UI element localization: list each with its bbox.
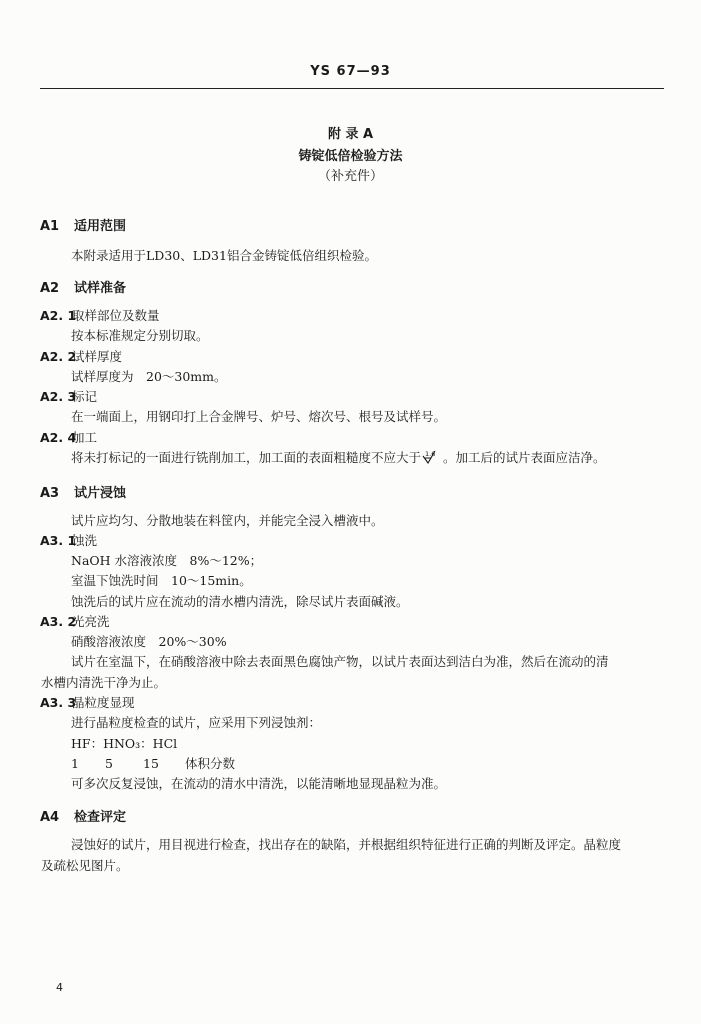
subsection-a23-text: 在一端面上，用钢印打上合金牌号、炉号、熔次号、根号及试样号。 bbox=[71, 409, 447, 424]
appendix-label: 附 录 A bbox=[327, 127, 374, 142]
ratio-hcl: 15 bbox=[143, 756, 159, 771]
subsection-a22-heading bbox=[40, 347, 122, 365]
appendix-title: 铸锭低倍检验方法 bbox=[298, 149, 403, 164]
subsection-number: A3. 3 bbox=[40, 695, 77, 710]
ratio-hf: 1 bbox=[71, 756, 79, 771]
ratio-hno3: 5 bbox=[105, 756, 113, 771]
subsection-title: 取样部位及数量 bbox=[72, 308, 160, 323]
section-title: 检查评定 bbox=[74, 810, 127, 825]
a32-line-1: 硝酸溶液浓度 20%～30% bbox=[71, 634, 227, 649]
a32-line-3: 水槽内清洗干净为止。 bbox=[41, 675, 167, 690]
a33-line-4: 可多次反复浸蚀，在流动的清水中清洗，以能清晰地显现晶粒为准。 bbox=[71, 776, 447, 791]
etchant-ratio bbox=[71, 754, 235, 772]
surface-roughness-symbol-icon bbox=[421, 450, 443, 464]
section-title: 适用范围 bbox=[74, 219, 127, 234]
subsection-a21-text: 按本标准规定分别切取。 bbox=[71, 328, 209, 343]
subsection-a31-heading bbox=[40, 531, 97, 549]
etchant-formula: HF：HNO₃：HCl bbox=[71, 736, 178, 751]
subsection-a24-text bbox=[71, 448, 606, 466]
section-a1-text: 本附录适用于LD30、LD31铝合金铸锭低倍组织检验。 bbox=[71, 248, 377, 263]
a31-line-2: 室温下蚀洗时间 10～15min。 bbox=[71, 573, 252, 588]
section-a2-heading bbox=[40, 277, 126, 296]
subsection-a21-heading bbox=[40, 306, 160, 324]
section-a3-intro: 试片应均匀、分散地装在料筐内，并能完全浸入槽液中。 bbox=[71, 513, 384, 528]
appendix-subtitle: （补充件） bbox=[317, 169, 383, 184]
subsection-number: A2. 4 bbox=[40, 430, 77, 445]
section-number: A4 bbox=[40, 810, 60, 825]
a32-line-2: 试片在室温下，在硝酸溶液中除去表面黑色腐蚀产物，以试片表面达到洁白为准，然后在流动的清 bbox=[71, 654, 609, 669]
section-number: A2 bbox=[40, 281, 60, 296]
subsection-number: A3. 2 bbox=[40, 614, 77, 629]
section-a4-heading bbox=[40, 806, 126, 825]
section-number: A1 bbox=[40, 219, 60, 234]
subsection-title: 标记 bbox=[72, 389, 98, 404]
a31-line-1: NaOH 水溶液浓度 8%～12%； bbox=[71, 553, 263, 568]
a31-line-3: 蚀洗后的试片应在流动的清水槽内清洗，除尽试片表面碱液。 bbox=[71, 594, 409, 609]
page-number: 4 bbox=[56, 981, 63, 994]
standard-code-header: YS 67—93 bbox=[310, 64, 391, 79]
subsection-number: A3. 1 bbox=[40, 533, 77, 548]
subsection-number: A2. 1 bbox=[40, 308, 77, 323]
header-rule bbox=[40, 88, 664, 89]
subsection-a23-heading bbox=[40, 387, 97, 405]
section-a3-heading bbox=[40, 482, 126, 501]
subsection-a33-heading bbox=[40, 693, 135, 711]
text-segment: 将未打标记的一面进行铣削加工，加工面的表面粗糙度不应大于 bbox=[71, 450, 422, 465]
subsection-number: A2. 2 bbox=[40, 349, 77, 364]
subsection-a32-heading bbox=[40, 612, 110, 630]
text-segment: 。加工后的试片表面应洁净。 bbox=[443, 450, 606, 465]
subsection-title: 晶粒度显现 bbox=[72, 695, 135, 710]
subsection-title: 蚀洗 bbox=[72, 533, 98, 548]
subsection-title: 加工 bbox=[72, 430, 98, 445]
subsection-title: 试样厚度 bbox=[72, 349, 123, 364]
a4-line-1: 浸蚀好的试片，用目视进行检查，找出存在的缺陷，并根据组织特征进行正确的判断及评定。晶粒度 bbox=[71, 837, 622, 852]
subsection-a22-text: 试样厚度为 20～30mm。 bbox=[71, 369, 227, 384]
section-number: A3 bbox=[40, 486, 60, 501]
section-title: 试片浸蚀 bbox=[74, 486, 127, 501]
subsection-number: A2. 3 bbox=[40, 389, 77, 404]
a33-line-1: 进行晶粒度检查的试片，应采用下列浸蚀剂： bbox=[71, 715, 322, 730]
a4-line-2: 及疏松见图片。 bbox=[41, 858, 129, 873]
section-a1-heading bbox=[40, 215, 126, 234]
roughness-value: 1.6 bbox=[425, 450, 436, 458]
subsection-a24-heading bbox=[40, 428, 97, 446]
section-title: 试样准备 bbox=[74, 281, 127, 296]
subsection-title: 光亮洗 bbox=[72, 614, 110, 629]
ratio-unit: 体积分数 bbox=[185, 756, 236, 771]
